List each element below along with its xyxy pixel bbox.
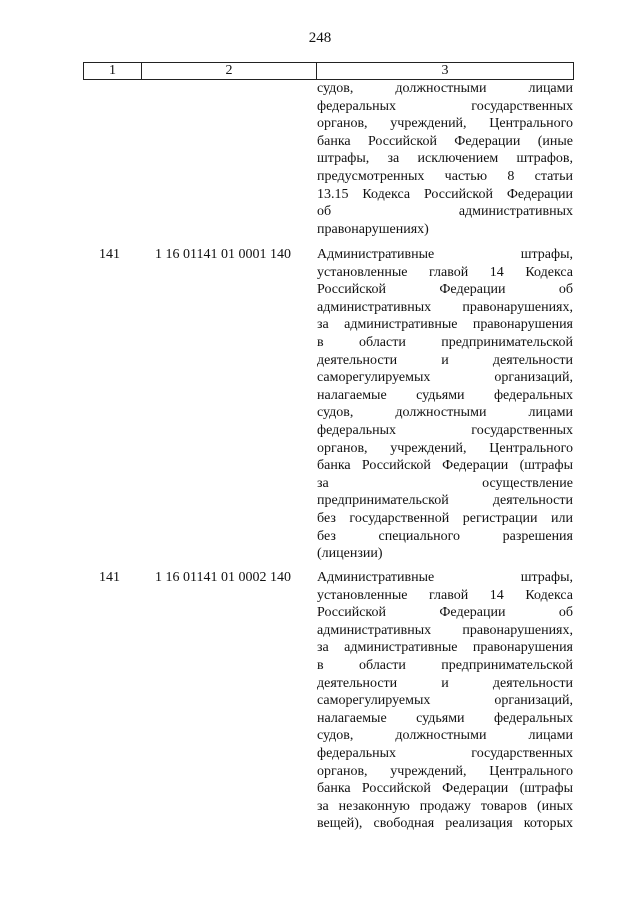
description-line: банка Российской Федерации (иные — [317, 133, 573, 149]
description-line: административных правонарушениях, — [317, 299, 573, 315]
description-line: правонарушениях) — [317, 221, 429, 237]
description-line: (лицензии) — [317, 546, 383, 562]
description-line: деятельности и деятельности — [317, 352, 573, 368]
table-header-col-1: 1 — [84, 63, 142, 79]
table-header-col-3: 3 — [441, 63, 449, 78]
table-header — [83, 62, 574, 80]
description-line: без специального разрешения — [317, 528, 573, 544]
description-line: органов, учреждений, Центрального — [317, 116, 573, 132]
description-line: за осуществление — [317, 475, 573, 491]
description-line: судов, должностными лицами — [317, 728, 573, 744]
description-line: административных правонарушениях, — [317, 622, 573, 638]
description-line: установленные главой 14 Кодекса — [317, 587, 573, 603]
description-line: об административных — [317, 204, 573, 220]
description-line: органов, учреждений, Центрального — [317, 763, 573, 779]
description-line: за административные правонарушения — [317, 640, 573, 656]
description-line: в области предпринимательской — [317, 334, 573, 350]
description-line: в области предпринимательской — [317, 657, 573, 673]
description-line: федеральных государственных — [317, 745, 573, 761]
description-line: судов, должностными лицами — [317, 81, 573, 96]
page-number: 248 — [308, 30, 332, 46]
row-chapter-code: 141 — [99, 247, 120, 262]
description-line: за незаконную продажу товаров (иных — [317, 798, 573, 814]
row-description — [317, 569, 573, 833]
row-budget-classification-code: 1 16 01141 01 0002 140 — [155, 570, 291, 585]
description-line: органов, учреждений, Центрального — [317, 440, 573, 456]
description-line: банка Российской Федерации (штрафы — [317, 781, 573, 797]
description-line: Административные штрафы, — [317, 570, 573, 585]
description-line: деятельности и деятельности — [317, 675, 573, 691]
description-line: федеральных государственных — [317, 98, 573, 114]
description-line: установленные главой 14 Кодекса — [317, 264, 573, 280]
description-line: саморегулируемых организаций, — [317, 370, 573, 386]
description-line: за административные правонарушения — [317, 317, 573, 333]
row-description — [317, 80, 573, 238]
row-chapter-code: 141 — [99, 570, 120, 585]
table-header-col-2: 2 — [142, 63, 317, 79]
description-line: без государственной регистрации или — [317, 510, 573, 526]
description-line: Административные штрафы, — [317, 247, 573, 262]
description-line: предусмотренных частью 8 статьи — [317, 168, 573, 184]
description-line: налагаемые судьями федеральных — [317, 710, 573, 726]
description-line: 13.15 Кодекса Российской Федерации — [317, 186, 573, 202]
description-line: федеральных государственных — [317, 422, 573, 438]
row-description — [317, 246, 573, 563]
description-line: судов, должностными лицами — [317, 405, 573, 421]
description-line: Российской Федерации об — [317, 605, 573, 621]
description-line: саморегулируемых организаций, — [317, 693, 573, 709]
description-line: штрафы, за исключением штрафов, — [317, 151, 573, 167]
description-line: Российской Федерации об — [317, 282, 573, 298]
row-budget-classification-code: 1 16 01141 01 0001 140 — [155, 247, 291, 262]
description-line: вещей), свободная реализация которых — [317, 816, 573, 832]
description-line: банка Российской Федерации (штрафы — [317, 458, 573, 474]
description-line: предпринимательской деятельности — [317, 493, 573, 509]
description-line: налагаемые судьями федеральных — [317, 387, 573, 403]
